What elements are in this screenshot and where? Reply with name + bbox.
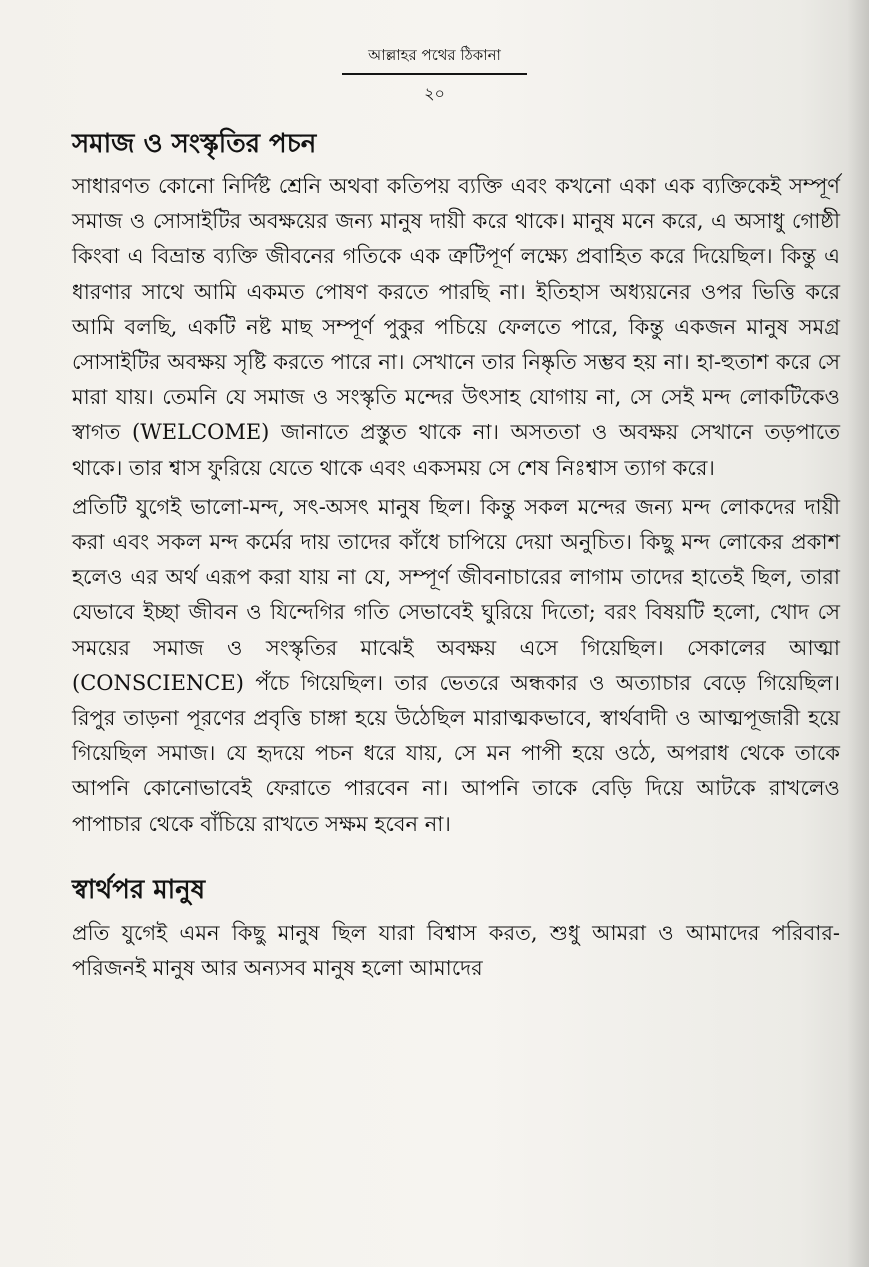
body-paragraph: সাধারণত কোনো নির্দিষ্ট শ্রেনি অথবা কতিপয় ব্যক্তি এবং কখনো একা এক ব্যক্তিকেই সম্পূর্ণ সমাজ ও সোসাইটির অবক্ষয়ের জন্য মানুষ দায়ী করে থাকে। মানুষ মনে করে, এ অসাধু গোষ্ঠী কিংবা এ বিভ্রান্ত ব্যক্তি জীবনের গতিকে এক ত্রুটিপূর্ণ লক্ষ্যে প্রবাহিত করে দিয়েছিল। কিন্তু এ ধারণার সাথে আমি একমত পোষণ করতে পারছি না। ইতিহাস অধ্যয়নের ওপর ভিত্তি করে আমি বলছি, একটি নষ্ট মাছ সম্পূর্ণ পুকুর পচিয়ে ফেলতে পারে, কিন্তু একজন মানুষ সমগ্র সোসাইটির অবক্ষয় সৃষ্টি করতে পারে না। সেখানে তার নিষ্কৃতি সম্ভব হয় না। হা-হুতাশ করে সে মারা যায়। তেমনি যে সমাজ ও সংস্কৃতি মন্দের উৎসাহ যোগায় না, সে সেই মন্দ লোকটিকেও স্বাগত (WELCOME) জানাতে প্রস্তুত থাকে না। অসততা ও অবক্ষয় সেখানে তড়পাতে থাকে। তার শ্বাস ফুরিয়ে যেতে থাকে এবং একসময় সে শেষ নিঃশ্বাস ত্যাগ করে। bbox=[72, 174, 840, 480]
book-title: আল্লাহর পথের ঠিকানা bbox=[342, 44, 527, 75]
section-selfish-people bbox=[72, 868, 840, 986]
page-content bbox=[72, 122, 840, 986]
running-header bbox=[0, 44, 869, 108]
page-number: ২০ bbox=[424, 84, 445, 103]
section-heading: স্বার্থপর মানুষ bbox=[72, 874, 206, 905]
body-paragraph: প্রতি যুগেই এমন কিছু মানুষ ছিল যারা বিশ্বাস করত, শুধু আমরা ও আমাদের পরিবার-পরিজনই মানুষ আর অন্যসব মানুষ হলো আমাদের bbox=[72, 920, 840, 981]
section-heading: সমাজ ও সংস্কৃতির পচন bbox=[72, 129, 317, 159]
section-decay-of-society bbox=[72, 122, 840, 842]
body-paragraph: প্রতিটি যুগেই ভালো-মন্দ, সৎ-অসৎ মানুষ ছিল। কিন্তু সকল মন্দের জন্য মন্দ লোকদের দায়ী করা এবং সকল মন্দ কর্মের দায় তাদের কাঁধে চাপিয়ে দেয়া অনুচিত। কিছু মন্দ লোকের প্রকাশ হলেও এর অর্থ এরূপ করা যায় না যে, সম্পূর্ণ জীবনাচারের লাগাম তাদের হাতেই ছিল, তারা যেভাবে ইচ্ছা জীবন ও যিন্দেগির গতি সেভাবেই ঘুরিয়ে দিতো; বরং বিষয়টি হলো, খোদ সে সময়ের সমাজ ও সংস্কৃতির মাঝেই অবক্ষয় এসে গিয়েছিল। সেকালের আত্মা (CONSCIENCE) পঁচে গিয়েছিল। তার ভেতরে অন্ধকার ও অত্যাচার বেড়ে গিয়েছিল। রিপুর তাড়না পূরণের প্রবৃত্তি চাঙ্গা হয়ে উঠেছিল মারাত্মকভাবে, স্বার্থবাদী ও আত্মপূজারী হয়ে গিয়েছিল সমাজ। যে হৃদয়ে পচন ধরে যায়, সে মন পাপী হয়ে ওঠে, অপরাধ থেকে তাকে আপনি কোনোভাবেই ফেরাতে পারবেন না। আপনি তাকে বেড়ি দিয়ে আটকে রাখলেও পাপাচার থেকে বাঁচিয়ে রাখতে সক্ষম হবেন না। bbox=[72, 494, 840, 836]
page-edge-shadow bbox=[847, 0, 869, 1267]
